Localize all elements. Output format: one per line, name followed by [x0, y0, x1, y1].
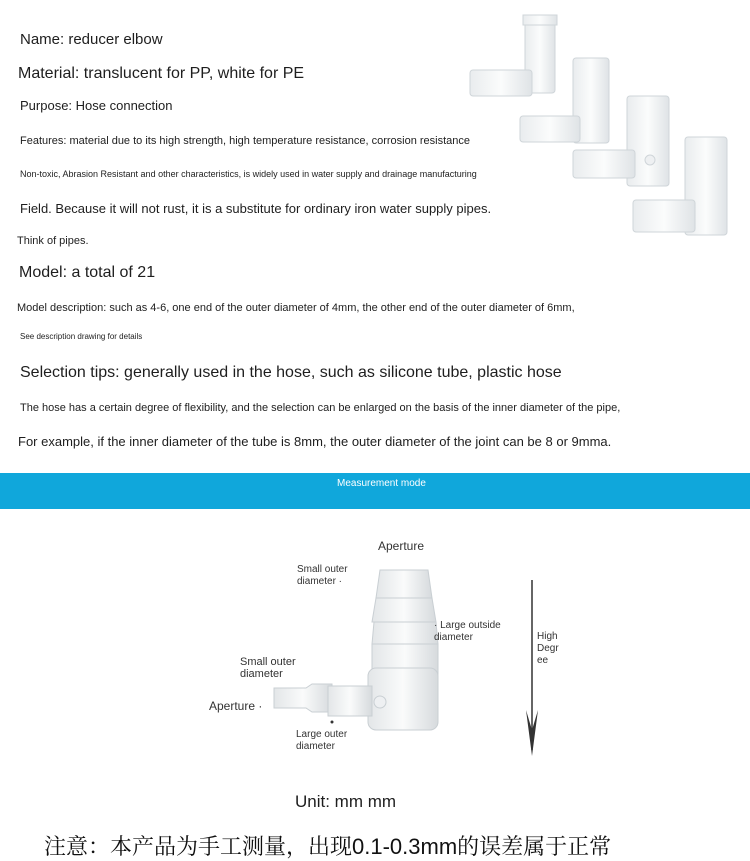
label-small-outer-top: Small outer diameter · — [297, 564, 348, 587]
product-photo-elbows — [465, 10, 735, 245]
spec-field: Field. Because it will not rust, it is a substitute for ordinary iron water supply pipes. — [20, 201, 492, 216]
label-large-outside: · Large outside diameter — [434, 620, 501, 643]
spec-selection: Selection tips: generally used in the hose, such as silicone tube, plastic hose — [20, 364, 562, 381]
spec-pipes: Think of pipes. — [17, 235, 89, 247]
label-height: High Degr ee — [537, 631, 559, 666]
notice-text: 注意：本产品为手工测量，出现0.1-0.3mm的误差属于正常 — [44, 834, 612, 859]
banner-label: Measurement mode — [337, 478, 426, 489]
label-aperture-top: Aperture — [378, 539, 425, 553]
label-aperture-left: Aperture · — [209, 699, 263, 713]
spec-features: Features: material due to its high strength, high temperature resistance, corrosion resistance — [20, 135, 471, 147]
spec-material: Material: translucent for PP, white for PE — [18, 65, 305, 82]
spec-name: Name: reducer elbow — [20, 31, 163, 48]
spec-model-desc: Model description: such as 4-6, one end of the outer diameter of 4mm, the other end of the outer diameter of 6mm, — [17, 302, 575, 314]
spec-features-cont: Non-toxic, Abrasion Resistant and other characteristics, is widely used in water supply and drainage manufacturing — [20, 169, 477, 179]
spec-model: Model: a total of 21 — [19, 264, 156, 281]
label-small-outer-left: Small outer diameter — [240, 656, 296, 680]
label-large-outer-bottom: Large outer diameter — [296, 729, 348, 752]
measurement-banner — [0, 473, 750, 509]
spec-hose-flex: The hose has a certain degree of flexibility, and the selection can be enlarged on the basis of the inner diameter of the pipe, — [20, 402, 621, 414]
spec-see-desc: See description drawing for details — [20, 332, 143, 341]
spec-purpose: Purpose: Hose connection — [20, 98, 173, 113]
unit-label: Unit: mm mm — [295, 792, 397, 811]
spec-example: For example, if the inner diameter of the tube is 8mm, the outer diameter of the joint can be 8 or 9mma. — [18, 434, 612, 449]
